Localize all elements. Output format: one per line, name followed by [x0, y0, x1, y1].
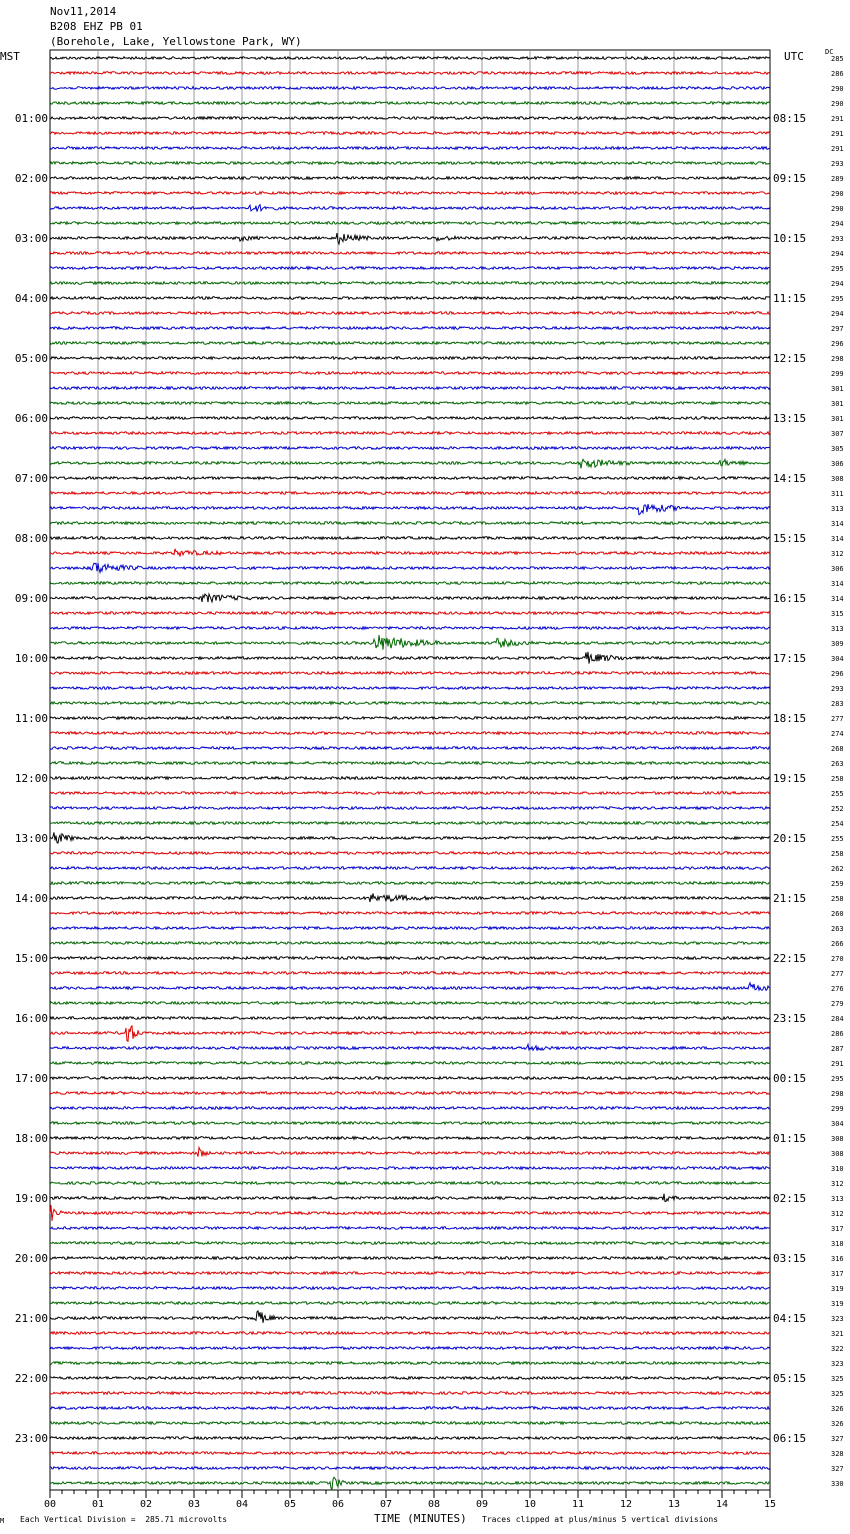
- dc-offset-label: 297: [831, 325, 844, 333]
- dc-offset-label: 279: [831, 1000, 844, 1008]
- mst-hour-label: 06:00: [14, 412, 48, 425]
- header-location: (Borehole, Lake, Yellowstone Park, WY): [50, 35, 302, 48]
- dc-offset-label: 290: [831, 205, 844, 213]
- mst-hour-label: 05:00: [14, 352, 48, 365]
- utc-hour-label: 12:15: [773, 352, 807, 365]
- dc-offset-label: 299: [831, 370, 844, 378]
- dc-offset-label: 325: [831, 1375, 844, 1383]
- trace-line: [50, 652, 770, 664]
- trace-line: [50, 1377, 770, 1380]
- trace-line: [50, 312, 770, 315]
- x-tick-label: 08: [427, 1499, 441, 1510]
- dc-offset-label: 304: [831, 655, 844, 663]
- dc-offset-label: 291: [831, 1060, 844, 1068]
- trace-line: [50, 1092, 770, 1095]
- dc-offset-label: 313: [831, 1195, 844, 1203]
- dc-offset-label: 301: [831, 400, 844, 408]
- trace-line: [50, 777, 770, 780]
- trace-line: [50, 1205, 770, 1221]
- trace-line: [50, 1467, 770, 1470]
- dc-offset-label: 291: [831, 130, 844, 138]
- dc-offset-label: 327: [831, 1435, 844, 1443]
- dc-offset-label: 254: [831, 820, 844, 828]
- dc-offset-label: 294: [831, 220, 844, 228]
- dc-offset-label: 260: [831, 910, 844, 918]
- dc-offset-label: 314: [831, 595, 844, 603]
- mst-hour-label: 09:00: [14, 592, 48, 605]
- utc-hour-label: 01:15: [773, 1132, 807, 1145]
- dc-offset-label: 330: [831, 1480, 844, 1488]
- dc-offset-label: 286: [831, 70, 844, 78]
- trace-line: [50, 162, 770, 165]
- dc-offset-label: 293: [831, 160, 844, 168]
- utc-hour-label: 05:15: [773, 1372, 807, 1385]
- utc-label: UTC: [784, 50, 804, 63]
- dc-offset-label: 326: [831, 1405, 844, 1413]
- dc-offset-label: 314: [831, 580, 844, 588]
- utc-hour-label: 02:15: [773, 1192, 807, 1205]
- dc-offset-label: 314: [831, 535, 844, 543]
- utc-hour-label: 17:15: [773, 652, 807, 665]
- trace-line: [50, 57, 770, 60]
- header-date: Nov11,2014: [50, 5, 117, 18]
- dc-offset-label: 295: [831, 265, 844, 273]
- dc-offset-label: 270: [831, 955, 844, 963]
- trace-line: [50, 852, 770, 855]
- utc-hour-label: 14:15: [773, 472, 807, 485]
- trace-line: [50, 233, 770, 244]
- utc-hour-label: 13:15: [773, 412, 807, 425]
- dc-offset-label: 301: [831, 415, 844, 423]
- trace-line: [50, 942, 770, 945]
- trace-line: [50, 582, 770, 585]
- utc-hour-label: 19:15: [773, 772, 807, 785]
- trace-line: [50, 192, 770, 195]
- dc-offset-label: 258: [831, 775, 844, 783]
- dc-offset-label: 293: [831, 235, 844, 243]
- trace-line: [50, 702, 770, 705]
- trace-line: [50, 205, 770, 212]
- header-station: B208 EHZ PB 01: [50, 20, 143, 33]
- x-tick-label: 14: [715, 1499, 729, 1510]
- dc-offset-label: 290: [831, 85, 844, 93]
- corner-mark: M: [0, 1517, 5, 1525]
- mst-hour-label: 02:00: [14, 172, 48, 185]
- dc-offset-label: 308: [831, 1135, 844, 1143]
- trace-line: [50, 822, 770, 825]
- dc-offset-label: 284: [831, 1015, 844, 1023]
- dc-offset-label: 304: [831, 1120, 844, 1128]
- x-tick-label: 12: [619, 1499, 633, 1510]
- mst-hour-label: 18:00: [14, 1132, 48, 1145]
- trace-line: [50, 267, 770, 270]
- dc-offset-label: 295: [831, 1075, 844, 1083]
- trace-line: [50, 1107, 770, 1110]
- mst-hour-label: 01:00: [14, 112, 48, 125]
- x-tick-label: 02: [139, 1499, 153, 1510]
- trace-line: [50, 1272, 770, 1275]
- dc-offset-label: 255: [831, 835, 844, 843]
- dc-offset-label: 255: [831, 790, 844, 798]
- utc-hour-label: 18:15: [773, 712, 807, 725]
- dc-offset-label: 298: [831, 355, 844, 363]
- dc-offset-label: 323: [831, 1315, 844, 1323]
- dc-offset-label: 314: [831, 520, 844, 528]
- dc-offset-label: 308: [831, 475, 844, 483]
- trace-line: [50, 72, 770, 75]
- trace-line: [50, 1362, 770, 1365]
- dc-offset-label: 315: [831, 610, 844, 618]
- dc-offset-label: 328: [831, 1450, 844, 1458]
- utc-hour-label: 06:15: [773, 1432, 807, 1445]
- dc-offset-label: 321: [831, 1330, 844, 1338]
- dc-offset-label: 291: [831, 115, 844, 123]
- dc-offset-label: 317: [831, 1225, 844, 1233]
- trace-line: [50, 627, 770, 630]
- dc-offset-label: 266: [831, 940, 844, 948]
- trace-line: [50, 1002, 770, 1005]
- trace-line: [50, 635, 770, 650]
- trace-line: [50, 882, 770, 885]
- dc-offset-label: 258: [831, 895, 844, 903]
- trace-line: [50, 1227, 770, 1230]
- mst-hour-label: 16:00: [14, 1012, 48, 1025]
- utc-hour-label: 22:15: [773, 952, 807, 965]
- x-tick-label: 09: [475, 1499, 489, 1510]
- dc-offset-label: 301: [831, 385, 844, 393]
- trace-line: [50, 1167, 770, 1170]
- trace-line: [50, 102, 770, 105]
- trace-line: [50, 1242, 770, 1245]
- dc-offset-label: 277: [831, 715, 844, 723]
- dc-offset-label: 283: [831, 700, 844, 708]
- trace-line: [50, 594, 770, 602]
- trace-line: [50, 983, 770, 991]
- trace-line: [50, 732, 770, 735]
- trace-line: [50, 147, 770, 150]
- mst-label: MST: [0, 50, 20, 63]
- dc-label: DC: [825, 48, 834, 56]
- dc-offset-label: 295: [831, 295, 844, 303]
- x-tick-label: 10: [523, 1499, 537, 1510]
- trace-line: [50, 1332, 770, 1335]
- mst-hour-label: 14:00: [14, 892, 48, 905]
- trace-line: [50, 549, 770, 557]
- dc-offset-label: 307: [831, 430, 844, 438]
- trace-line: [50, 537, 770, 540]
- trace-line: [50, 372, 770, 375]
- dc-offset-label: 327: [831, 1465, 844, 1473]
- dc-offset-label: 252: [831, 805, 844, 813]
- dc-offset-label: 316: [831, 1255, 844, 1263]
- trace-line: [50, 402, 770, 405]
- utc-hour-label: 15:15: [773, 532, 807, 545]
- dc-offset-label: 306: [831, 460, 844, 468]
- dc-offset-label: 325: [831, 1390, 844, 1398]
- x-tick-label: 04: [235, 1499, 249, 1510]
- utc-hour-label: 04:15: [773, 1312, 807, 1325]
- mst-hour-label: 10:00: [14, 652, 48, 665]
- dc-offset-label: 323: [831, 1360, 844, 1368]
- mst-hour-label: 20:00: [14, 1252, 48, 1265]
- mst-hour-label: 08:00: [14, 532, 48, 545]
- utc-hour-label: 09:15: [773, 172, 807, 185]
- utc-hour-label: 08:15: [773, 112, 807, 125]
- trace-line: [50, 177, 770, 180]
- trace-line: [50, 297, 770, 300]
- dc-offset-label: 287: [831, 1045, 844, 1053]
- dc-offset-label: 277: [831, 970, 844, 978]
- dc-offset-label: 305: [831, 445, 844, 453]
- dc-offset-label: 308: [831, 1150, 844, 1158]
- trace-line: [50, 282, 770, 285]
- trace-line: [50, 1077, 770, 1080]
- dc-offset-label: 318: [831, 1240, 844, 1248]
- dc-offset-label: 296: [831, 670, 844, 678]
- clip-note: Traces clipped at plus/minus 5 vertical divisions: [482, 1515, 719, 1524]
- trace-line: [50, 672, 770, 675]
- mst-hour-label: 12:00: [14, 772, 48, 785]
- dc-offset-label: 310: [831, 1165, 844, 1173]
- utc-hour-label: 11:15: [773, 292, 807, 305]
- trace-line: [50, 87, 770, 90]
- trace-line: [50, 762, 770, 765]
- dc-offset-label: 258: [831, 850, 844, 858]
- trace-line: [50, 432, 770, 435]
- dc-offset-label: 322: [831, 1345, 844, 1353]
- dc-offset-label: 312: [831, 550, 844, 558]
- trace-line: [50, 1392, 770, 1395]
- trace-line: [50, 832, 770, 843]
- trace-line: [50, 612, 770, 615]
- x-tick-label: 11: [571, 1499, 585, 1510]
- trace-line: [50, 1347, 770, 1350]
- trace-line: [50, 504, 770, 515]
- dc-offset-label: 290: [831, 100, 844, 108]
- trace-line: [50, 1044, 770, 1050]
- trace-line: [50, 1302, 770, 1305]
- utc-hour-label: 03:15: [773, 1252, 807, 1265]
- dc-offset-label: 274: [831, 730, 844, 738]
- mst-hour-label: 19:00: [14, 1192, 48, 1205]
- trace-line: [50, 1422, 770, 1425]
- dc-offset-label: 309: [831, 640, 844, 648]
- dc-offset-label: 298: [831, 1090, 844, 1098]
- trace-line: [50, 1026, 770, 1042]
- trace-line: [50, 1407, 770, 1410]
- trace-line: [50, 563, 770, 572]
- utc-hour-label: 10:15: [773, 232, 807, 245]
- dc-offset-label: 294: [831, 280, 844, 288]
- mst-hour-label: 17:00: [14, 1072, 48, 1085]
- trace-line: [50, 1182, 770, 1185]
- trace-line: [50, 1122, 770, 1125]
- trace-line: [50, 867, 770, 870]
- trace-line: [50, 1062, 770, 1065]
- trace-line: [50, 447, 770, 450]
- dc-offset-label: 291: [831, 145, 844, 153]
- trace-line: [50, 417, 770, 420]
- trace-line: [50, 972, 770, 975]
- mst-hour-label: 04:00: [14, 292, 48, 305]
- utc-hour-label: 23:15: [773, 1012, 807, 1025]
- dc-offset-label: 319: [831, 1285, 844, 1293]
- trace-line: [50, 117, 770, 120]
- dc-offset-label: 290: [831, 190, 844, 198]
- mst-hour-label: 07:00: [14, 472, 48, 485]
- trace-line: [50, 747, 770, 750]
- dc-offset-label: 296: [831, 340, 844, 348]
- x-tick-label: 07: [379, 1499, 393, 1510]
- dc-offset-label: 312: [831, 1180, 844, 1188]
- trace-line: [50, 1311, 770, 1323]
- trace-line: [50, 1452, 770, 1455]
- dc-offset-label: 263: [831, 760, 844, 768]
- trace-line: [50, 459, 770, 468]
- mst-hour-label: 11:00: [14, 712, 48, 725]
- trace-line: [50, 912, 770, 915]
- trace-line: [50, 132, 770, 135]
- trace-line: [50, 893, 770, 902]
- dc-offset-label: 299: [831, 1105, 844, 1113]
- x-tick-label: 06: [331, 1499, 345, 1510]
- trace-line: [50, 1148, 770, 1157]
- utc-hour-label: 00:15: [773, 1072, 807, 1085]
- trace-line: [50, 807, 770, 810]
- utc-hour-label: 21:15: [773, 892, 807, 905]
- dc-offset-label: 294: [831, 310, 844, 318]
- scale-note: Each Vertical Division = 285.71 microvolts: [20, 1515, 228, 1524]
- dc-offset-label: 289: [831, 175, 844, 183]
- mst-hour-label: 21:00: [14, 1312, 48, 1325]
- trace-line: [50, 1017, 770, 1020]
- trace-line: [50, 477, 770, 480]
- dc-offset-label: 268: [831, 745, 844, 753]
- trace-line: [50, 717, 770, 720]
- trace-line: [50, 1437, 770, 1440]
- utc-hour-label: 20:15: [773, 832, 807, 845]
- dc-offset-label: 294: [831, 250, 844, 258]
- trace-line: [50, 1194, 770, 1202]
- dc-offset-label: 259: [831, 880, 844, 888]
- utc-hour-label: 16:15: [773, 592, 807, 605]
- dc-offset-label: 286: [831, 1030, 844, 1038]
- mst-hour-label: 03:00: [14, 232, 48, 245]
- trace-line: [50, 387, 770, 390]
- dc-offset-label: 313: [831, 625, 844, 633]
- trace-line: [50, 687, 770, 690]
- x-axis-title: TIME (MINUTES): [374, 1512, 467, 1525]
- dc-offset-label: 306: [831, 565, 844, 573]
- dc-offset-label: 293: [831, 685, 844, 693]
- dc-offset-label: 317: [831, 1270, 844, 1278]
- trace-line: [50, 1257, 770, 1260]
- dc-offset-label: 276: [831, 985, 844, 993]
- dc-offset-label: 313: [831, 505, 844, 513]
- dc-offset-label: 312: [831, 1210, 844, 1218]
- dc-offset-label: 263: [831, 925, 844, 933]
- mst-hour-label: 22:00: [14, 1372, 48, 1385]
- x-tick-label: 15: [763, 1499, 777, 1510]
- trace-line: [50, 927, 770, 930]
- dc-offset-label: 326: [831, 1420, 844, 1428]
- dc-offset-label: 311: [831, 490, 844, 498]
- trace-line: [50, 957, 770, 960]
- mst-hour-label: 15:00: [14, 952, 48, 965]
- trace-line: [50, 327, 770, 330]
- trace-line: [50, 252, 770, 255]
- dc-offset-label: 285: [831, 55, 844, 63]
- x-tick-label: 05: [283, 1499, 297, 1510]
- trace-line: [50, 1287, 770, 1290]
- trace-line: [50, 1137, 770, 1140]
- mst-hour-label: 23:00: [14, 1432, 48, 1445]
- trace-line: [50, 357, 770, 360]
- x-tick-label: 03: [187, 1499, 201, 1510]
- trace-line: [50, 342, 770, 345]
- trace-line: [50, 492, 770, 495]
- trace-line: [50, 522, 770, 525]
- trace-line: [50, 222, 770, 225]
- mst-hour-label: 13:00: [14, 832, 48, 845]
- dc-offset-label: 319: [831, 1300, 844, 1308]
- dc-offset-label: 262: [831, 865, 844, 873]
- x-tick-label: 01: [91, 1499, 105, 1510]
- trace-line: [50, 1477, 770, 1489]
- trace-line: [50, 792, 770, 795]
- x-tick-label: 00: [43, 1499, 57, 1510]
- x-tick-label: 13: [667, 1499, 681, 1510]
